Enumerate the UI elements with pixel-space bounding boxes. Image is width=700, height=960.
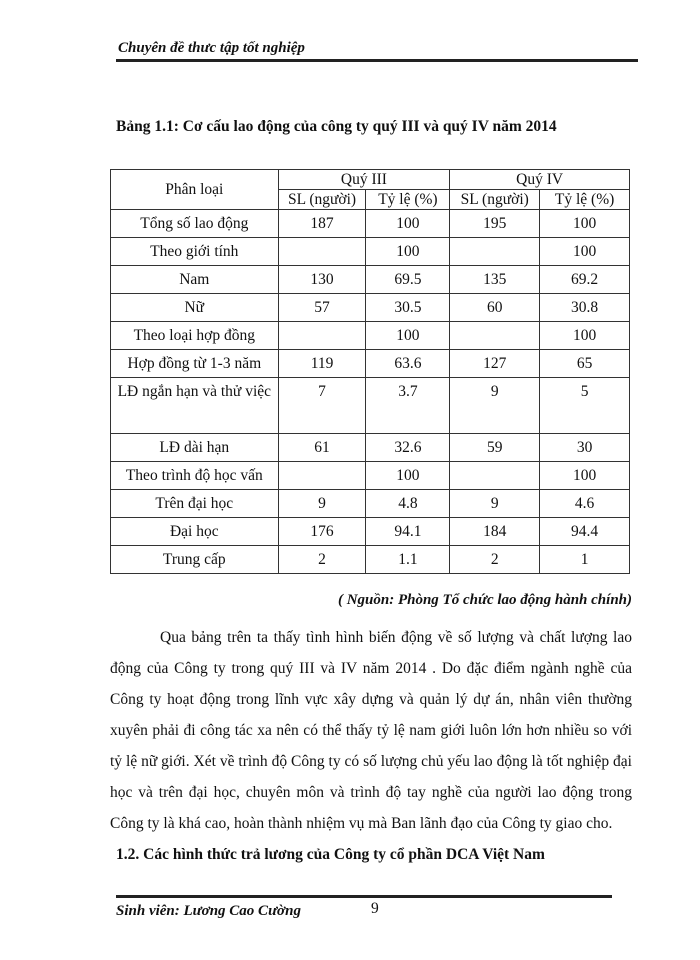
q3-pct: 3.7 [366,378,450,434]
q3-sl [278,238,366,266]
q4-pct: 30.8 [540,294,630,322]
q3-sl: 57 [278,294,366,322]
header-title: Chuyên đề thưc tập tốt nghiệp [118,40,305,56]
q3-pct: 100 [366,210,450,238]
row-label: Theo giới tính [111,238,279,266]
q3-pct: 30.5 [366,294,450,322]
header-pct: Tỷ lệ (%) [540,190,630,210]
q3-pct: 69.5 [366,266,450,294]
header-sl: SL (người) [278,190,366,210]
q4-pct: 100 [540,238,630,266]
q4-pct: 94.4 [540,518,630,546]
q4-pct: 69.2 [540,266,630,294]
q3-sl [278,462,366,490]
labor-structure-table [110,169,630,574]
q3-pct: 4.8 [366,490,450,518]
table-row [111,322,630,350]
q3-sl: 130 [278,266,366,294]
q3-sl: 187 [278,210,366,238]
row-label: Theo loại hợp đồng [111,322,279,350]
table-row [111,294,630,322]
q3-sl: 119 [278,350,366,378]
q4-sl: 59 [450,434,540,462]
table-row [111,490,630,518]
table-row [111,434,630,462]
q4-sl: 195 [450,210,540,238]
row-label: LĐ ngắn hạn và thử việc [111,378,279,434]
q4-sl: 127 [450,350,540,378]
q4-pct: 65 [540,350,630,378]
table-row [111,462,630,490]
q4-pct: 100 [540,210,630,238]
q3-pct: 100 [366,238,450,266]
row-label: Nữ [111,294,279,322]
header-rule [116,59,638,62]
table-header-row [111,170,630,190]
q3-pct: 32.6 [366,434,450,462]
q4-sl: 184 [450,518,540,546]
q3-sl: 176 [278,518,366,546]
q3-sl [278,322,366,350]
q4-pct: 1 [540,546,630,574]
q4-sl [450,238,540,266]
table-row [111,238,630,266]
q4-pct: 4.6 [540,490,630,518]
row-label: LĐ dài hạn [111,434,279,462]
q4-sl [450,462,540,490]
q4-sl: 60 [450,294,540,322]
q3-pct: 1.1 [366,546,450,574]
q3-sl: 2 [278,546,366,574]
q3-pct: 94.1 [366,518,450,546]
q4-sl [450,322,540,350]
q4-sl: 2 [450,546,540,574]
q4-sl: 9 [450,378,540,434]
header-pct: Tỷ lệ (%) [366,190,450,210]
row-label: Nam [111,266,279,294]
q4-pct: 100 [540,462,630,490]
header-group-q3: Quý III [278,170,450,190]
q3-pct: 100 [366,322,450,350]
header-sl: SL (người) [450,190,540,210]
table-row [111,266,630,294]
q4-pct: 5 [540,378,630,434]
q4-pct: 30 [540,434,630,462]
q4-pct: 100 [540,322,630,350]
q3-pct: 63.6 [366,350,450,378]
q3-sl: 9 [278,490,366,518]
table-row [111,350,630,378]
q3-sl: 7 [278,378,366,434]
row-label: Theo trình độ học vấn [111,462,279,490]
q4-sl: 135 [450,266,540,294]
row-label: Hợp đồng từ 1-3 năm [111,350,279,378]
q3-pct: 100 [366,462,450,490]
table-row [111,210,630,238]
q3-sl: 61 [278,434,366,462]
footer-student: Sinh viên: Lương Cao Cường [116,903,301,919]
footer-rule [116,895,612,898]
row-label: Tổng số lao động [111,210,279,238]
row-label: Trung cấp [111,546,279,574]
table-row [111,546,630,574]
table-row [111,378,630,434]
source-note: ( Nguồn: Phòng Tổ chức lao động hành chính) [337,592,632,608]
row-label: Trên đại học [111,490,279,518]
q4-sl: 9 [450,490,540,518]
body-paragraph: Qua bảng trên ta thấy tình hình biến động về số lượng và chất lượng lao động của Công ty trong quý III và IV năm 2014 . Do đặc điểm ngành nghề của Công ty hoạt động trong lĩnh vực xây dựng và quản lý dự án, nhân viên thường xuyên phải đi công tác xa nên có thể thấy tỷ lệ nam giới luôn lớn hơn nhiều so với tỷ lệ nữ giới. Xét về trình độ Công ty có số lượng chủ yếu lao động là tốt nghiệp đại học và trên đại học, chuyên môn và trình độ tay nghề của người lao động trong Công ty là khá cao, hoàn thành nhiệm vụ mà Ban lãnh đạo của Công ty giao cho. [110,629,632,832]
row-label: Đại học [111,518,279,546]
table-row [111,518,630,546]
header-group-q4: Quý IV [450,170,630,190]
section-heading: 1.2. Các hình thức trả lương của Công ty cổ phần DCA Việt Nam [116,846,545,863]
page-number: 9 [371,900,379,917]
header-category: Phân loại [111,170,279,210]
table-title: Bảng 1.1: Cơ cấu lao động của công ty quý III và quý IV năm 2014 [116,118,557,135]
